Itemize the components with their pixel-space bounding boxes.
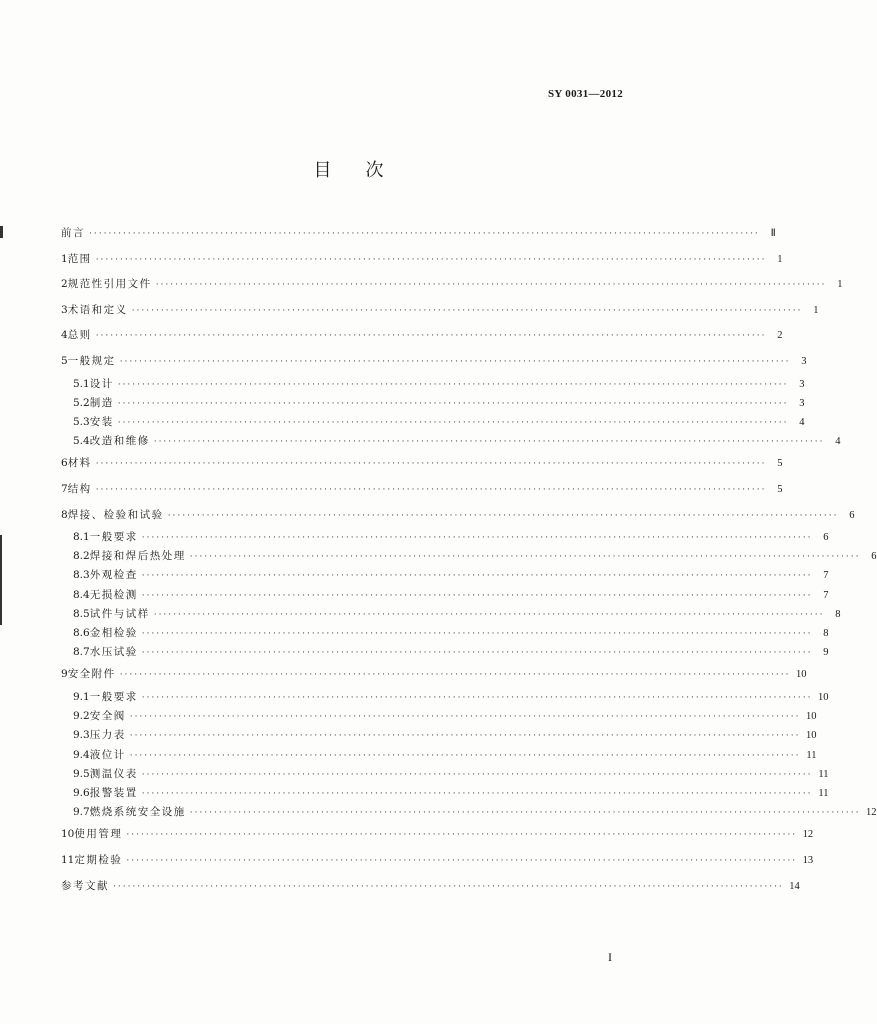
toc-leader-dots: ·········································································································································· [189, 808, 861, 819]
toc-entry-label: 焊接和焊后热处理 [89, 550, 186, 563]
toc-entry-page: 2 [777, 330, 783, 342]
toc-entry-number: 5 [61, 354, 68, 367]
toc-entry[interactable] [61, 726, 817, 745]
toc-entry-number: 5.1 [73, 377, 90, 390]
toc-leader-dots: ·········································································································································· [126, 830, 798, 841]
toc-entry-page: 8 [835, 608, 841, 620]
toc-entry[interactable] [61, 662, 807, 688]
toc-entry-page: 7 [823, 570, 829, 582]
toc-entry[interactable] [61, 394, 805, 413]
toc-entry-number: 9.3 [73, 729, 90, 742]
toc-entry-page: 6 [823, 532, 829, 544]
toc-entry[interactable] [61, 765, 829, 784]
toc-entry-number: 8.2 [73, 550, 90, 563]
toc-entry-number: 8 [61, 508, 68, 521]
toc-entry-page: 7 [823, 589, 829, 601]
toc-entry[interactable] [61, 375, 805, 394]
toc-leader-dots: ·········································································································································· [131, 305, 803, 316]
toc-entry-label: 无损检测 [89, 588, 138, 601]
toc-leader-dots: ·········································································································································· [141, 533, 813, 544]
toc-entry-label: 设计 [89, 377, 114, 390]
toc-entry[interactable] [61, 707, 817, 726]
toc-entry-label: 试件与试样 [89, 607, 150, 620]
toc-entry-label: 改造和维修 [89, 435, 150, 448]
toc-entry-label: 水压试验 [89, 646, 138, 659]
toc-entry-number: 6 [61, 457, 68, 470]
toc-leader-dots: ·········································································································································· [155, 280, 827, 291]
toc-entry-page: Ⅱ [770, 228, 776, 239]
toc-entry[interactable] [61, 624, 829, 643]
toc-entry-page: 1 [777, 253, 783, 265]
toc-entry-page: 10 [806, 730, 817, 742]
toc-leader-dots: ·········································································································································· [126, 855, 798, 866]
toc-entry-label: 金相检验 [89, 627, 138, 640]
toc-entry[interactable] [61, 547, 877, 566]
toc-entry-number: 7 [61, 482, 68, 495]
toc-entry-page: 1 [813, 304, 819, 316]
toc-entry-page: 4 [799, 416, 805, 428]
toc-entry[interactable] [61, 451, 783, 477]
toc-entry-label: 安装 [89, 415, 114, 428]
toc-entry-number: 8.3 [73, 569, 90, 582]
toc-entry-page: 6 [871, 551, 877, 563]
toc-entry[interactable] [61, 848, 814, 874]
toc-leader-dots: ·········································································································································· [141, 590, 813, 601]
toc-leader-dots: ·········································································································································· [153, 437, 825, 448]
toc-entry-number: 4 [61, 329, 68, 342]
page-number: I [608, 950, 612, 964]
toc-entry-label: 规范性引用文件 [67, 278, 152, 291]
toc-entry-page: 3 [799, 397, 805, 409]
toc-entry-label: 焊接、检验和试验 [67, 508, 164, 521]
toc-entry-number: 9.1 [73, 691, 90, 703]
toc-entry-label: 燃烧系统安全设施 [89, 806, 186, 819]
toc-entry-label: 液位计 [89, 748, 126, 761]
toc-entry-page: 3 [799, 378, 805, 390]
toc-entry-label: 总则 [67, 329, 92, 342]
toc-entry-page: 14 [789, 880, 800, 892]
toc-entry[interactable] [61, 432, 841, 451]
toc-entry-number: 9 [61, 668, 68, 681]
page-title: 目次 [313, 160, 418, 181]
scan-edge-mark [0, 226, 3, 238]
toc-entry-number: 9.2 [73, 710, 90, 723]
toc-entry-page: 12 [802, 829, 814, 841]
toc-entry-page: 8 [823, 628, 829, 640]
toc-entry-label: 一般规定 [67, 354, 116, 367]
toc-entry-number: 3 [61, 303, 68, 316]
toc-leader-dots: ·········································································································································· [89, 229, 760, 239]
toc-entry-label: 术语和定义 [67, 303, 128, 316]
toc-entry-page: 5 [777, 483, 783, 495]
toc-entry[interactable] [61, 247, 783, 273]
toc-entry[interactable] [61, 784, 829, 803]
toc-entry-number: 5.4 [73, 435, 90, 448]
toc-entry-number: 8.5 [73, 607, 90, 620]
toc-entry-label: 结构 [67, 482, 92, 495]
toc-entry[interactable] [61, 803, 877, 822]
toc-leader-dots: ·········································································································································· [95, 459, 767, 470]
toc-entry-number: 5.2 [73, 396, 90, 409]
toc-leader-dots: ·········································································································································· [95, 254, 767, 265]
toc-entry-number: 9.7 [73, 806, 90, 819]
toc-entry-label: 使用管理 [74, 828, 123, 841]
toc-leader-dots: ·········································································································································· [141, 693, 813, 703]
toc-entry-label: 制造 [89, 396, 114, 409]
toc-leader-dots: ·········································································································································· [167, 510, 839, 521]
toc-entry-label: 定期检验 [74, 853, 123, 866]
toc-entry-label: 测温仪表 [89, 767, 138, 780]
toc-entry-page: 11 [818, 768, 829, 780]
toc-entry[interactable] [61, 298, 819, 324]
toc-leader-dots: ·········································································································································· [141, 788, 813, 799]
table-of-contents [61, 221, 877, 899]
toc-entry-page: 13 [802, 854, 814, 866]
toc-entry-page: 11 [806, 749, 817, 761]
toc-entry-number: 9.4 [73, 748, 90, 761]
toc-entry-number: 8.1 [73, 531, 90, 544]
toc-entry-number: 2 [61, 278, 68, 291]
toc-entry-label: 外观检查 [89, 569, 138, 582]
toc-entry-page: 3 [801, 355, 807, 367]
toc-entry-label: 前言 [61, 227, 85, 239]
toc-entry-number: 9.5 [73, 767, 90, 780]
toc-entry[interactable] [61, 874, 800, 900]
toc-entry-page: 6 [849, 509, 855, 521]
toc-entry-page: 4 [835, 436, 841, 448]
toc-leader-dots: ·········································································································································· [129, 712, 801, 723]
toc-entry[interactable] [61, 586, 829, 605]
toc-entry[interactable] [61, 746, 817, 765]
toc-leader-dots: ·········································································································································· [141, 648, 813, 659]
toc-leader-dots: ·········································································································································· [117, 379, 789, 390]
toc-leader-dots: ·········································································································································· [117, 417, 789, 428]
toc-entry[interactable] [61, 349, 807, 375]
standard-code: SY 0031—2012 [547, 88, 623, 100]
toc-entry-number: 5.3 [73, 415, 90, 428]
toc-leader-dots: ·········································································································································· [141, 629, 813, 640]
toc-entry-page: 10 [818, 692, 829, 703]
toc-entry-number: 8.4 [73, 588, 90, 601]
toc-entry[interactable] [61, 323, 783, 349]
toc-entry-page: 10 [806, 711, 817, 723]
toc-entry-label: 材料 [67, 457, 92, 470]
toc-entry[interactable] [61, 643, 829, 662]
toc-entry[interactable] [61, 688, 829, 707]
toc-entry[interactable] [61, 503, 855, 529]
toc-entry-page: 5 [777, 458, 783, 470]
toc-entry-page: 9 [823, 647, 829, 659]
toc-entry-page: 10 [795, 669, 807, 681]
toc-entry[interactable] [61, 413, 805, 432]
toc-entry[interactable] [61, 605, 841, 624]
toc-entry-label: 压力表 [89, 729, 126, 742]
toc-entry-number: 11 [61, 853, 75, 866]
toc-entry-number: 9.6 [73, 786, 90, 799]
toc-leader-dots: ·········································································································································· [189, 552, 861, 563]
toc-entry-page: 12 [866, 807, 877, 819]
scan-edge-mark [0, 535, 2, 625]
toc-leader-dots: ·········································································································································· [129, 750, 801, 761]
toc-leader-dots: ·········································································································································· [117, 398, 789, 409]
toc-entry-page: 1 [837, 279, 843, 291]
toc-leader-dots: ·········································································································································· [113, 881, 784, 892]
toc-entry-number: 1 [61, 252, 68, 265]
toc-entry-number: 10 [61, 828, 75, 841]
toc-leader-dots: ·········································································································································· [95, 484, 767, 495]
toc-entry-label: 一般要求 [89, 531, 138, 544]
toc-entry-label: 一般要求 [89, 691, 138, 703]
toc-entry[interactable] [61, 477, 783, 503]
toc-entry[interactable] [61, 528, 829, 547]
toc-leader-dots: ·········································································································································· [119, 670, 791, 681]
toc-entry[interactable] [61, 566, 829, 585]
toc-entry[interactable] [61, 272, 843, 298]
toc-entry-label: 安全附件 [67, 668, 116, 681]
toc-entry-label: 参考文献 [61, 879, 109, 892]
toc-entry-page: 11 [818, 787, 829, 799]
toc-leader-dots: ·········································································································································· [95, 331, 767, 342]
toc-leader-dots: ·········································································································································· [141, 571, 813, 582]
toc-leader-dots: ·········································································································································· [141, 769, 813, 780]
toc-entry[interactable] [61, 221, 776, 247]
toc-leader-dots: ·········································································································································· [129, 731, 801, 742]
toc-leader-dots: ·········································································································································· [119, 356, 791, 367]
toc-entry-number: 8.6 [73, 627, 90, 640]
toc-entry-number: 8.7 [73, 646, 90, 659]
toc-entry-label: 范围 [67, 252, 92, 265]
toc-entry-label: 报警装置 [89, 786, 138, 799]
toc-entry-label: 安全阀 [89, 710, 126, 723]
toc-entry[interactable] [61, 822, 814, 848]
toc-leader-dots: ·········································································································································· [153, 609, 825, 620]
